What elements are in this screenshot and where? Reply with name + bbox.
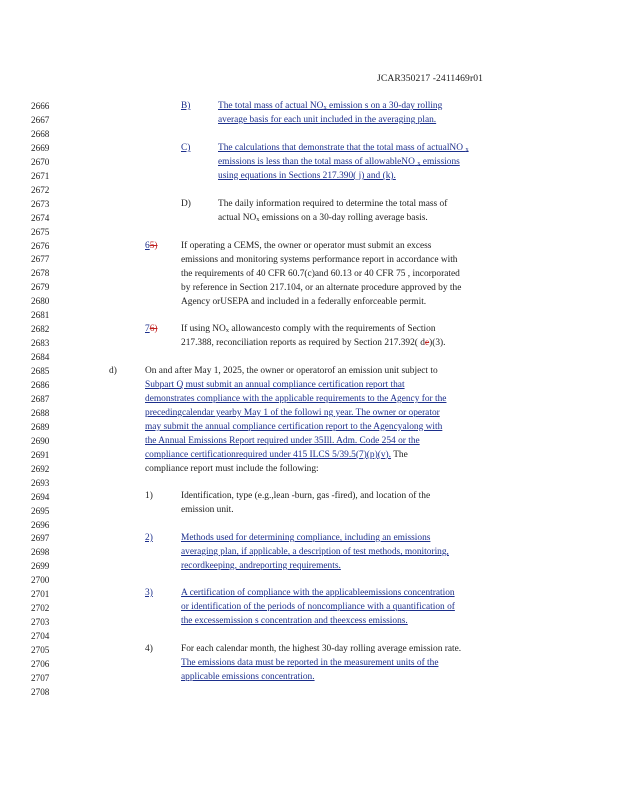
line-number: 2700 [31,575,50,586]
line-number: 2682 [31,324,50,335]
line-number: 2693 [31,477,50,488]
item-7-label: 76) [145,324,158,334]
item-c-text: The calculations that demonstrate that the total mass of actualNO $_x$ emissions is less than the total mass of allowableNO $_x$ emissions using equations in Sections 217.390( j) and (k). [218,143,469,181]
document-id-header: JCAR350217 -2411469r01 [377,73,484,84]
item-d-label: D) [181,199,191,209]
item-7-text: If using $NO_x$ allowancesto comply with the requirements of Section 217.388, reconciliation reports as required by Section 217.392( de)(3). [181,324,446,348]
item-d3-label: 3) [145,588,153,598]
line-number: 2704 [31,631,50,642]
subsection-d-text: On and after May 1, 2025, the owner or operatorof an emission unit subject to Subpart Q must submit an annual compliance certification report that demonstrates compliance with the applicable requirements to the Agency for the precedingcalendar yearby May 1 of the followi ng year. The owner or operator may submit the annual compliance certification report to the Agencyalong with the Annual Emissions Report required under 35Ill. Adm. Code 254 or the compliance certificationrequired under 415 ILCS 5/39.5(7)(p)(v). The compliance report must include the following: [145,366,447,474]
line-number: 2671 [31,170,50,181]
line-number: 2690 [31,435,50,446]
item-d-text: The daily information required to determine the total mass of actual $NO_x$ emissions on a 30-day rolling average basis. [218,199,448,223]
item-d4-text: For each calendar month, the highest 30-day rolling average emission rate. The emissions data must be reported in the measurement units of the applicable emissions concentration. [181,644,462,682]
item-d3-text: A certification of compliance with the applicableemissions concentration or identification of the periods of noncompliance with a quantification of the excessemission s concentration and theexcess emissions. [181,588,455,626]
line-number: 2679 [31,282,50,293]
line-number: 2678 [31,268,50,279]
line-number: 2672 [31,184,50,195]
item-d1-text: Identification, type (e.g.,lean -burn, gas -fired), and location of the emission unit. [181,491,431,515]
line-number: 2703 [31,617,50,628]
item-c-label: C) [181,143,191,153]
line-number: 2684 [31,352,50,363]
line-number: 2668 [31,128,50,139]
line-number: 2705 [31,645,50,656]
item-b-text: The total mass of actual $NO_x$ emission s on a 30-day rolling average basis for each unit included in the averaging plan. [218,101,443,125]
line-number: 2676 [31,240,50,251]
line-number: 2674 [31,212,50,223]
line-number: 2680 [31,296,50,307]
line-number: 2688 [31,407,50,418]
line-number: 2694 [31,491,50,502]
item-6-label: 65) [145,241,158,251]
item-d2-label: 2) [145,533,153,543]
line-number: 2702 [31,603,50,614]
line-number: 2670 [31,156,50,167]
line-number: 2687 [31,393,50,404]
line-number: 2666 [31,101,50,111]
line-number: 2706 [31,659,50,669]
item-b-label: B) [181,101,191,111]
subsection-d-label: d) [109,366,117,376]
line-number: 2691 [31,449,50,460]
line-number: 2681 [31,310,50,321]
line-number: 2698 [31,547,50,558]
line-number: 2686 [31,380,50,390]
line-number: 2695 [31,505,50,516]
line-number: 2699 [31,561,50,572]
line-number: 2685 [31,366,50,377]
line-number: 2701 [31,589,50,600]
line-number: 2667 [31,114,50,125]
item-6-text: If operating a CEMS, the owner or operator must submit an excess emissions and monitoring systems performance report in accordance with the requirements of 40 CFR 60.7(c)and 60.13 or 40 CFR 75 , incorporated by reference in Section 217.104, or an alternate procedure approved by the Agency orUSEPA and included in a federally enforceable permit. [181,241,462,307]
line-number: 2673 [31,198,50,209]
item-d2-text: Methods used for determining compliance, including an emissions averaging plan, if applicable, a description of test methods, monitoring, recordkeeping, andreporting requirements. [181,533,449,571]
line-number: 2683 [31,338,50,349]
item-d4-label: 4) [145,644,153,654]
line-number: 2677 [31,254,50,265]
line-number: 2697 [31,533,50,544]
line-number: 2708 [31,686,50,697]
line-number: 2675 [31,226,50,237]
line-number: 2689 [31,421,50,432]
line-number: 2669 [31,142,50,153]
line-number: 2707 [31,672,50,683]
line-number: 2692 [31,463,50,474]
line-number: 2696 [31,519,50,530]
item-d1-label: 1) [145,491,153,501]
